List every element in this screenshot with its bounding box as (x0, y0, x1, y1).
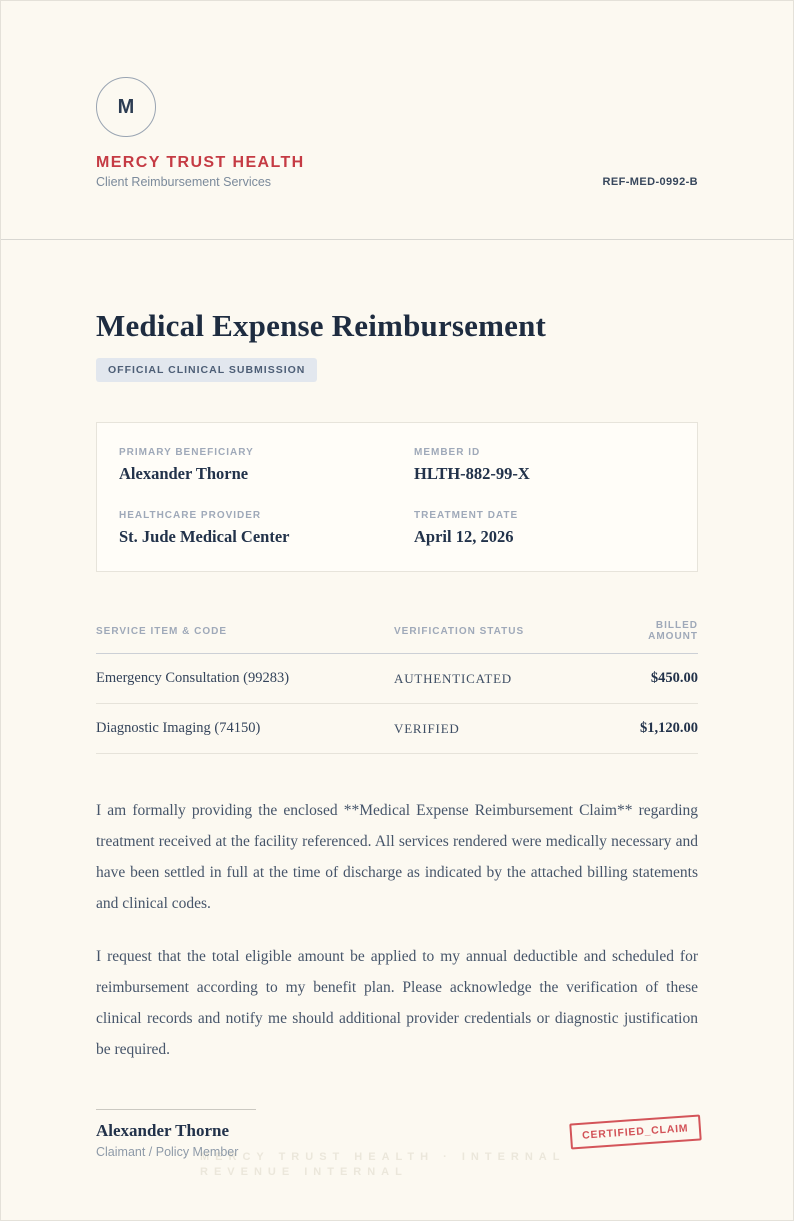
document-header (1, 1, 793, 240)
signature-line (96, 1109, 256, 1110)
brand-name: MERCY TRUST HEALTH (96, 154, 305, 171)
field-label: HEALTHCARE PROVIDER (119, 510, 262, 521)
service-item: Diagnostic Imaging (74150) (96, 720, 261, 736)
verification-status: VERIFIED (394, 720, 460, 736)
field-primary-beneficiary (119, 447, 414, 484)
column-header-status: VERIFICATION STATUS (394, 625, 525, 637)
field-label: MEMBER ID (414, 447, 481, 458)
claim-details-box (96, 422, 698, 572)
field-label: PRIMARY BENEFICIARY (119, 447, 254, 458)
watermark-text (200, 1150, 565, 1180)
brand-logo-icon (96, 77, 156, 137)
services-table (96, 620, 698, 754)
column-header-amount: BILLED AMOUNT (648, 620, 698, 642)
field-treatment-date (414, 510, 675, 547)
certified-stamp: CERTIFIED_CLAIM (569, 1114, 701, 1149)
document-body (1, 308, 793, 1159)
status-badge: OFFICIAL CLINICAL SUBMISSION (96, 358, 317, 382)
signature-role: Claimant / Policy Member (96, 1145, 239, 1159)
billed-amount: $1,120.00 (640, 720, 698, 736)
signature-name: Alexander Thorne (96, 1121, 230, 1140)
column-header-service: SERVICE ITEM & CODE (96, 625, 228, 637)
watermark-line-2: REVENUE INTERNAL (200, 1166, 408, 1178)
brand-tagline: Client Reimbursement Services (96, 175, 272, 189)
table-header-row (96, 620, 698, 654)
watermark-line-1: MERCY TRUST HEALTH · INTERNAL (200, 1151, 566, 1163)
field-value: Alexander Thorne (119, 464, 249, 483)
verification-status: AUTHENTICATED (394, 670, 512, 686)
field-label: TREATMENT DATE (414, 510, 519, 521)
field-value: St. Jude Medical Center (119, 527, 290, 546)
logo-letter: M (117, 95, 135, 118)
brand-row (96, 154, 698, 189)
table-row (96, 654, 698, 704)
field-value: HLTH-882-99-X (414, 464, 530, 483)
field-member-id (414, 447, 675, 484)
table-row (96, 704, 698, 754)
service-item: Emergency Consultation (99283) (96, 670, 290, 686)
field-healthcare-provider (119, 510, 414, 547)
reference-number: REF-MED-0992-B (602, 176, 698, 188)
billed-amount: $450.00 (650, 670, 698, 686)
brand-identity (96, 154, 305, 189)
field-value: April 12, 2026 (414, 527, 514, 546)
page-title: Medical Expense Reimbursement (96, 308, 547, 343)
letter-paragraph-1: I am formally providing the enclosed **Medical Expense Reimbursement Claim** regarding treatment received at the facility referenced. All services rendered were medically necessary and have been settled in full at the time of discharge as indicated by the attached billing statements and clinical codes. (96, 802, 698, 912)
letter-paragraph-2: I request that the total eligible amount be applied to my annual deductible and scheduled for reimbursement according to my benefit plan. Please acknowledge the verification of these clinical records and notify me should additional provider credentials or diagnostic justification be required. (96, 948, 698, 1058)
